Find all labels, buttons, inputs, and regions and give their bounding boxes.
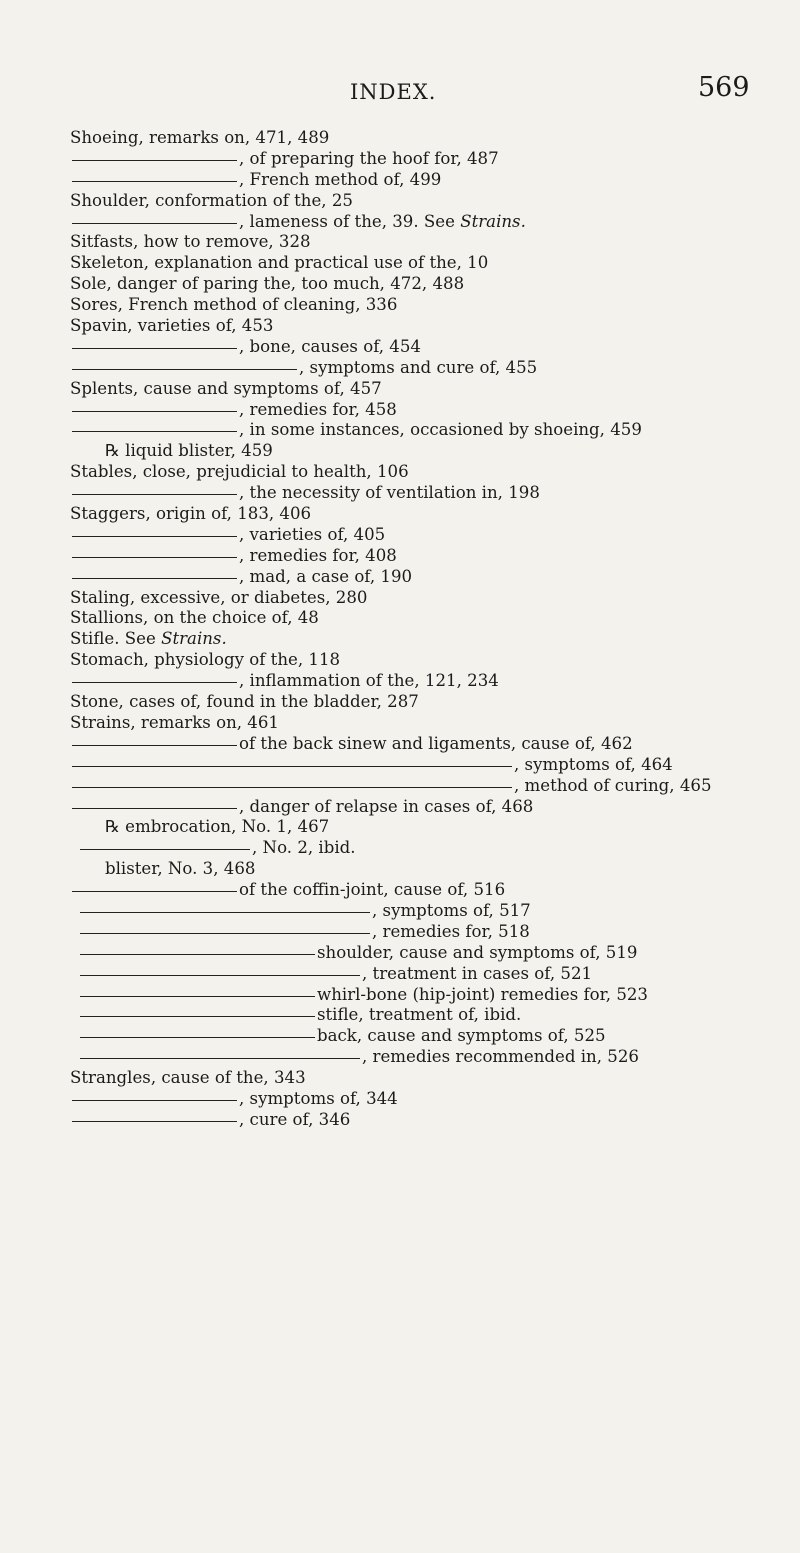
index-entry-text (252, 838, 356, 859)
index-entry (0, 943, 800, 964)
index-entry (0, 1068, 800, 1089)
index-entry (0, 316, 800, 337)
entry-label: , mad, a case of, 190 (239, 566, 413, 586)
index-entry (0, 295, 800, 316)
ditto-leader-rule (72, 682, 237, 683)
entry-label: shoulder, cause and symptoms of, 519 (317, 942, 638, 962)
index-entry (0, 420, 800, 441)
running-head: INDEX. (350, 80, 437, 104)
entry-label: Stomach, physiology of the, 118 (70, 650, 341, 670)
index-entry (0, 629, 800, 650)
index-entry (0, 608, 800, 629)
entry-label: of the coffin-joint, cause of, 516 (239, 880, 506, 900)
entry-label: ℞ embrocation, No. 1, 467 (105, 817, 330, 837)
entry-label: , symptoms and cure of, 455 (299, 357, 538, 377)
index-entry (0, 128, 800, 149)
index-entry (0, 755, 800, 776)
index-entry-text (70, 253, 488, 274)
ditto-leader-rule (80, 849, 250, 850)
index-entry-text (70, 650, 340, 671)
entry-label: , cure of, 346 (239, 1109, 351, 1129)
entry-label: ℞ liquid blister, 459 (105, 441, 273, 461)
index-entry (0, 567, 800, 588)
entry-label: , inflammation of the, 121, 234 (239, 671, 499, 691)
entry-label: , symptoms of, 344 (239, 1088, 398, 1108)
entry-label: , in some instances, occasioned by shoeing, 459 (239, 420, 642, 440)
index-entry (0, 797, 800, 818)
index-entry-text (239, 400, 397, 421)
entry-label: of the back sinew and ligaments, cause of, 462 (239, 733, 633, 753)
index-entry (0, 859, 800, 880)
ditto-leader-rule (72, 536, 237, 537)
index-entry (0, 985, 800, 1006)
index-entry-text (317, 1005, 521, 1026)
ditto-leader-rule (72, 494, 237, 495)
index-entry-text (70, 274, 464, 295)
index-entry-text (514, 776, 712, 797)
index-entry-text (239, 337, 421, 358)
ditto-leader-rule (80, 1016, 315, 1017)
index-entry-text (372, 922, 530, 943)
entry-label: Splents, cause and symptoms of, 457 (70, 378, 382, 398)
index-entry (0, 504, 800, 525)
index-entry-text (372, 901, 531, 922)
index-entry (0, 1047, 800, 1068)
index-entry-text (70, 504, 311, 525)
entry-label: Skeleton, explanation and practical use of the, 10 (70, 253, 489, 273)
index-entries (0, 128, 800, 1131)
index-entry-text (362, 964, 592, 985)
index-entry (0, 880, 800, 901)
index-entry-text (317, 1026, 606, 1047)
index-entry (0, 1110, 800, 1131)
index-entry-text (514, 755, 673, 776)
entry-label: , symptoms of, 464 (514, 754, 673, 774)
index-entry-text (239, 483, 540, 504)
ditto-leader-rule (72, 348, 237, 349)
entry-label: Stifle. See (70, 629, 162, 649)
ditto-leader-rule (72, 557, 237, 558)
index-entry-text (299, 358, 537, 379)
index-entry (0, 1005, 800, 1026)
index-entry (0, 671, 800, 692)
index-entry-text (239, 797, 533, 818)
entry-label: whirl-bone (hip-joint) remedies for, 523 (317, 984, 648, 1004)
index-entry-text (239, 1089, 398, 1110)
entry-label: , bone, causes of, 454 (239, 336, 421, 356)
ditto-leader-rule (80, 912, 370, 913)
entry-label: Strains, remarks on, 461 (70, 712, 279, 732)
index-entry-text (105, 859, 255, 880)
index-entry (0, 901, 800, 922)
ditto-leader-rule (72, 578, 237, 579)
page-number: 569 (698, 72, 750, 103)
index-entry (0, 358, 800, 379)
ditto-leader-rule (72, 411, 237, 412)
index-entry-text (239, 525, 385, 546)
entry-label: , treatment in cases of, 521 (362, 963, 593, 983)
index-entry (0, 483, 800, 504)
entry-label: Shoulder, conformation of the, 25 (70, 190, 353, 210)
cross-reference: Strains. (161, 629, 227, 649)
entry-label: , French method of, 499 (239, 169, 442, 189)
index-entry-text (105, 441, 273, 462)
entry-label: Stone, cases of, found in the bladder, 287 (70, 692, 419, 712)
entry-label: Sores, French method of cleaning, 336 (70, 295, 398, 315)
index-entry (0, 400, 800, 421)
index-entry (0, 337, 800, 358)
entry-label: Stallions, on the choice of, 48 (70, 608, 319, 628)
index-entry (0, 588, 800, 609)
index-entry (0, 170, 800, 191)
index-entry (0, 149, 800, 170)
entry-label: stifle, treatment of, ibid. (317, 1005, 522, 1025)
index-entry (0, 232, 800, 253)
ditto-leader-rule (80, 996, 315, 997)
entry-label: , method of curing, 465 (514, 775, 712, 795)
index-entry-text (239, 734, 633, 755)
index-entry-text (239, 671, 499, 692)
index-entry (0, 462, 800, 483)
ditto-leader-rule (72, 787, 512, 788)
entry-label: , remedies for, 408 (239, 545, 397, 565)
index-entry-text (239, 1110, 350, 1131)
entry-label: , remedies for, 518 (372, 921, 530, 941)
index-entry-text (317, 985, 648, 1006)
entry-label: Spavin, varieties of, 453 (70, 316, 274, 336)
index-entry-text (239, 567, 412, 588)
entry-label: Staling, excessive, or diabetes, 280 (70, 587, 368, 607)
ditto-leader-rule (72, 808, 237, 809)
index-entry-text (239, 420, 642, 441)
index-entry-text (70, 232, 311, 253)
entry-label: Sitfasts, how to remove, 328 (70, 232, 311, 252)
index-entry (0, 191, 800, 212)
index-entry-text (70, 379, 382, 400)
ditto-leader-rule (72, 160, 237, 161)
index-entry (0, 441, 800, 462)
index-entry-text (105, 817, 329, 838)
entry-label: blister, No. 3, 468 (105, 859, 256, 879)
ditto-leader-rule (72, 181, 237, 182)
index-entry-text (239, 170, 441, 191)
ditto-leader-rule (72, 223, 237, 224)
index-entry-text (70, 462, 409, 483)
ditto-leader-rule (80, 933, 370, 934)
index-entry (0, 274, 800, 295)
index-entry (0, 1026, 800, 1047)
index-entry (0, 546, 800, 567)
index-entry (0, 817, 800, 838)
ditto-leader-rule (80, 954, 315, 955)
index-entry-text (70, 692, 419, 713)
index-entry-text (239, 149, 499, 170)
index-entry (0, 692, 800, 713)
entry-label: back, cause and symptoms of, 525 (317, 1026, 606, 1046)
entry-label: Staggers, origin of, 183, 406 (70, 504, 312, 524)
index-entry (0, 212, 800, 233)
ditto-leader-rule (80, 1037, 315, 1038)
entry-label: , remedies recommended in, 526 (362, 1047, 639, 1067)
entry-label: Shoeing, remarks on, 471, 489 (70, 128, 330, 147)
index-entry-text (70, 295, 397, 316)
entry-label: , remedies for, 458 (239, 399, 397, 419)
index-entry (0, 253, 800, 274)
ditto-leader-rule (80, 1058, 360, 1059)
index-entry-text (239, 546, 397, 567)
index-entry-text (70, 1068, 306, 1089)
index-entry-text (239, 212, 526, 233)
index-entry-text (70, 713, 279, 734)
index-entry-text (317, 943, 637, 964)
index-entry-text (70, 588, 367, 609)
index-entry (0, 525, 800, 546)
index-entry (0, 650, 800, 671)
ditto-leader-rule (72, 1100, 237, 1101)
entry-label: , the necessity of ventilation in, 198 (239, 483, 540, 503)
cross-reference: Strains. (460, 211, 526, 231)
entry-label: , No. 2, ibid. (252, 838, 356, 858)
entry-label: Sole, danger of paring the, too much, 472, 488 (70, 274, 465, 294)
entry-label: , of preparing the hoof for, 487 (239, 148, 499, 168)
index-entry-text (70, 316, 273, 337)
entry-label: , symptoms of, 517 (372, 900, 531, 920)
entry-label: Stables, close, prejudicial to health, 106 (70, 462, 409, 482)
ditto-leader-rule (72, 431, 237, 432)
index-entry (0, 838, 800, 859)
ditto-leader-rule (72, 891, 237, 892)
index-entry (0, 964, 800, 985)
index-entry (0, 922, 800, 943)
index-entry-text (362, 1047, 639, 1068)
index-entry-text (70, 629, 227, 650)
ditto-leader-rule (72, 369, 297, 370)
index-entry (0, 734, 800, 755)
ditto-leader-rule (72, 1121, 237, 1122)
ditto-leader-rule (72, 766, 512, 767)
entry-label: , varieties of, 405 (239, 524, 386, 544)
entry-label: , lameness of the, 39. See (239, 211, 461, 231)
index-entry (0, 1089, 800, 1110)
index-entry (0, 379, 800, 400)
index-entry-text (70, 608, 319, 629)
entry-label: , danger of relapse in cases of, 468 (239, 796, 534, 816)
index-entry-text (239, 880, 505, 901)
index-entry-text (70, 128, 329, 149)
ditto-leader-rule (80, 975, 360, 976)
entry-label: Strangles, cause of the, 343 (70, 1068, 306, 1088)
ditto-leader-rule (72, 745, 237, 746)
index-entry (0, 713, 800, 734)
index-entry-text (70, 191, 353, 212)
index-entry (0, 776, 800, 797)
